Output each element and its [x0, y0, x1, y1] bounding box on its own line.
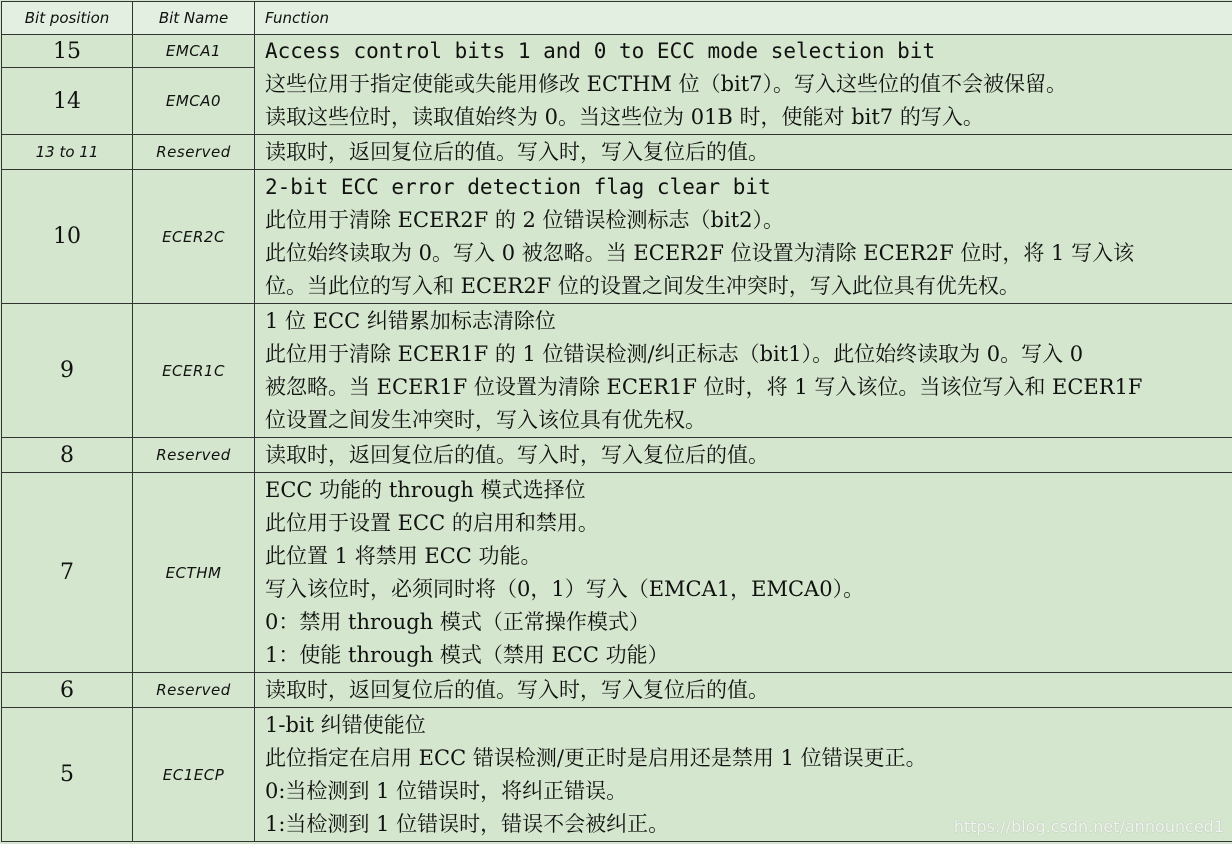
function-line: 1-bit 纠错使能位	[265, 712, 426, 737]
register-bit-table	[1, 1, 1232, 842]
bit-name-ecer1c: ECER1C	[133, 304, 255, 438]
bit-name-emca0: EMCA0	[133, 68, 255, 135]
function-line: 这些位用于指定使能或失能用修改 ECTHM 位（bit7）。写入这些位的值不会被保留。	[265, 72, 1068, 96]
function-reserved	[255, 438, 1232, 473]
function-reserved	[255, 673, 1232, 708]
bit-name-reserved: Reserved	[133, 673, 255, 708]
function-line: 被忽略。当 ECER1F 位设置为清除 ECER1F 位时，将 1 写入该位。当该位写入和 ECER1F	[265, 374, 1143, 399]
function-line: 1 位 ECC 纠错累加标志清除位	[265, 308, 556, 333]
function-line: 此位指定在启用 ECC 错误检测/更正时是启用还是禁用 1 位错误更正。	[265, 745, 927, 770]
function-emca	[255, 35, 1232, 135]
table-row	[2, 35, 1232, 68]
bit-name-ecer2c: ECER2C	[133, 170, 255, 304]
function-line: 1：使能 through 模式（禁用 ECC 功能）	[265, 642, 669, 667]
function-line: 读取时，返回复位后的值。写入时，写入复位后的值。	[265, 677, 769, 702]
function-ecthm	[255, 473, 1232, 673]
function-line: ECC 功能的 through 模式选择位	[265, 477, 586, 502]
bit-position-7: 7	[2, 473, 133, 673]
bit-position-6: 6	[2, 673, 133, 708]
function-line: 写入该位时，必须同时将（0，1）写入（EMCA1，EMCA0）。	[265, 576, 865, 601]
bit-name-reserved: Reserved	[133, 438, 255, 473]
function-ecer2c	[255, 170, 1232, 304]
bit-position-5: 5	[2, 708, 133, 842]
table-row	[2, 304, 1232, 438]
function-line: 此位用于清除 ECER1F 的 1 位错误检测/纠正标志（bit1）。此位始终读取为 0。写入 0	[265, 341, 1084, 366]
bit-position-14: 14	[2, 68, 133, 135]
header-bit-position: Bit position	[2, 2, 133, 35]
function-line: 此位置 1 将禁用 ECC 功能。	[265, 543, 542, 568]
bit-name-ec1ecp: EC1ECP	[133, 708, 255, 842]
function-line: 1:当检测到 1 位错误时，错误不会被纠正。	[265, 811, 670, 836]
function-line: 0：禁用 through 模式（正常操作模式）	[265, 609, 650, 634]
function-line: Access control bits 1 and 0 to ECC mode selection bit	[265, 39, 936, 63]
bit-name-reserved: Reserved	[133, 135, 255, 170]
bit-name-ecthm: ECTHM	[133, 473, 255, 673]
table-row	[2, 673, 1232, 708]
watermark: https://blog.csdn.net/announced1	[953, 817, 1224, 836]
function-line: 读取这些位时，读取值始终为 0。当这些位为 01B 时，使能对 bit7 的写入。	[265, 105, 984, 129]
bit-position-13-11: 13 to 11	[2, 135, 133, 170]
function-line: 2-bit ECC error detection flag clear bit	[265, 174, 771, 199]
header-function: Function	[255, 2, 1232, 35]
table-row	[2, 473, 1232, 673]
function-line: 读取时，返回复位后的值。写入时，写入复位后的值。	[265, 442, 769, 467]
function-line: 0:当检测到 1 位错误时，将纠正错误。	[265, 778, 628, 803]
function-line: 位设置之间发生冲突时，写入该位具有优先权。	[265, 407, 706, 432]
function-reserved	[255, 135, 1232, 170]
function-ecer1c	[255, 304, 1232, 438]
table-row	[2, 170, 1232, 304]
bit-position-9: 9	[2, 304, 133, 438]
bit-position-10: 10	[2, 170, 133, 304]
function-line: 此位用于清除 ECER2F 的 2 位错误检测标志（bit2）。	[265, 207, 784, 232]
header-bit-name: Bit Name	[133, 2, 255, 35]
bit-position-8: 8	[2, 438, 133, 473]
function-line: 位。当此位的写入和 ECER2F 位的设置之间发生冲突时，写入此位具有优先权。	[265, 273, 1020, 298]
table-row	[2, 135, 1232, 170]
function-line: 此位用于设置 ECC 的启用和禁用。	[265, 510, 599, 535]
header-row	[2, 2, 1232, 35]
function-line: 读取时，返回复位后的值。写入时，写入复位后的值。	[265, 139, 769, 164]
bit-name-emca1: EMCA1	[133, 35, 255, 68]
bit-position-15: 15	[2, 35, 133, 68]
table-row	[2, 438, 1232, 473]
function-line: 此位始终读取为 0。写入 0 被忽略。当 ECER2F 位设置为清除 ECER2F 位时，将 1 写入该	[265, 240, 1135, 265]
